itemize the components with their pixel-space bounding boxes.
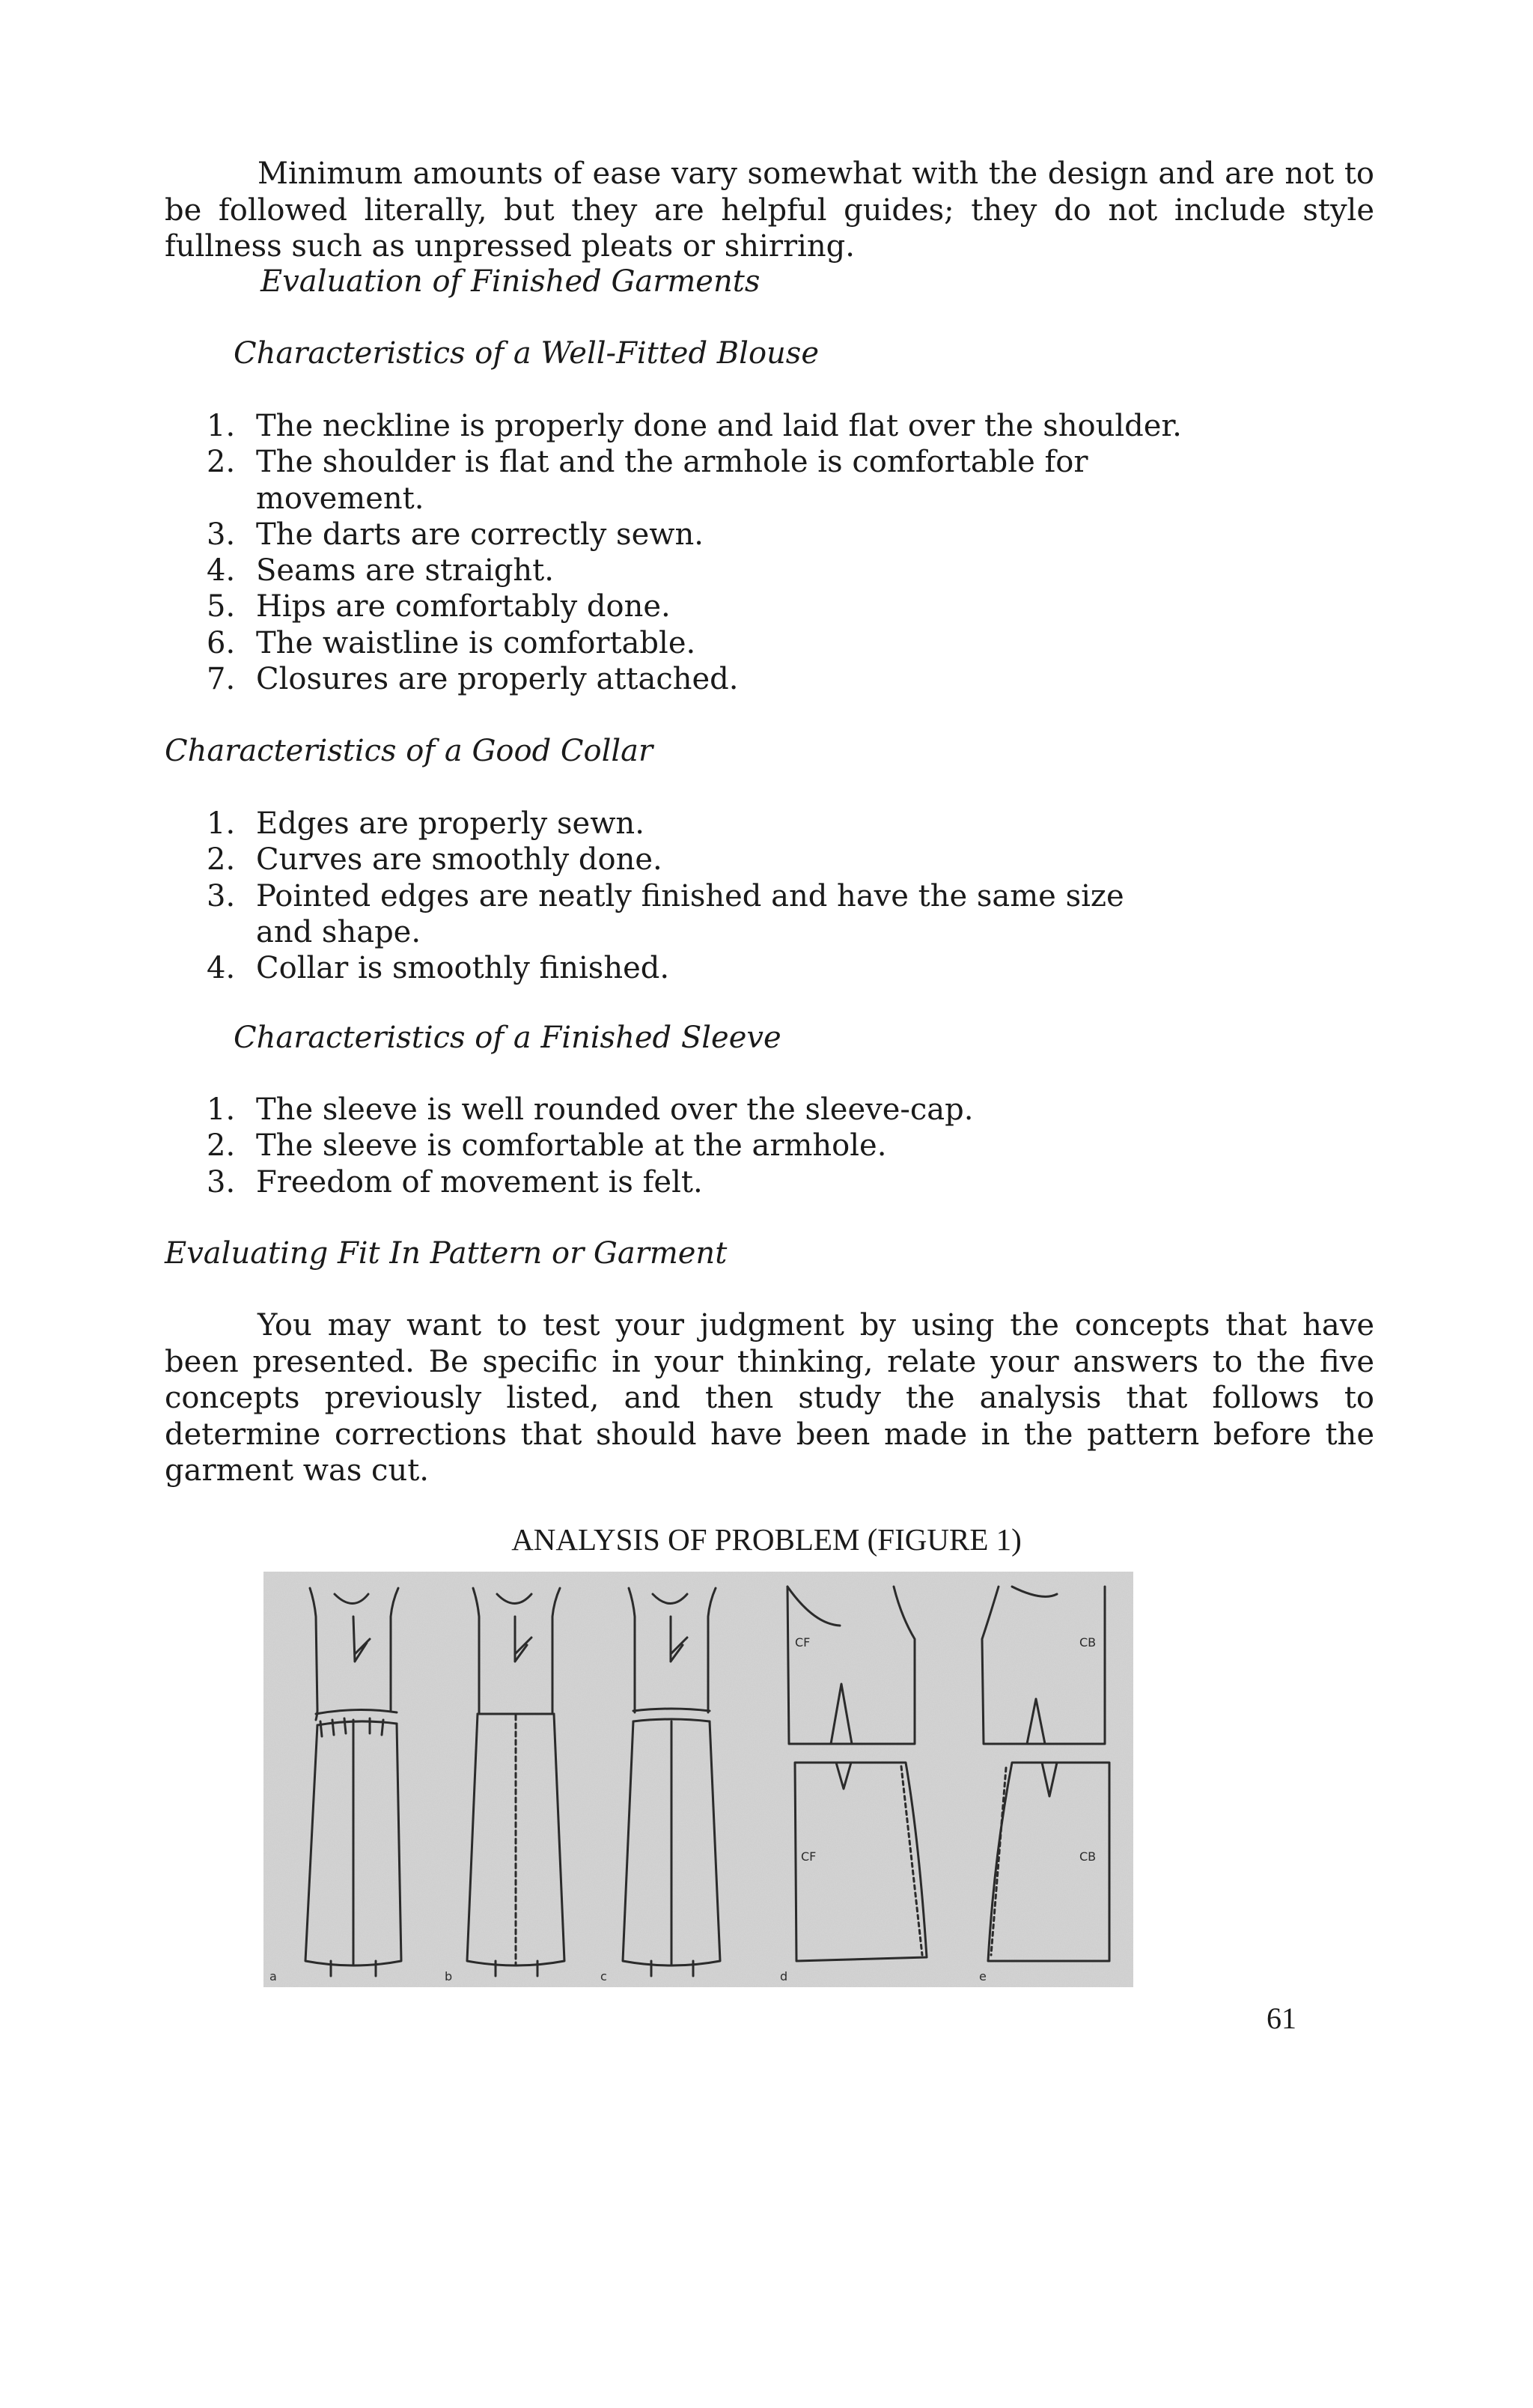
list-item: 6. The waistline is comfortable. (207, 625, 696, 660)
sleeve-heading: Characteristics of a Finished Sleeve (234, 1021, 781, 1055)
intro-paragraph: Minimum amounts of ease vary somewhat with the design and are not to be followed literally, but they are helpful guides; they do not include style fullness such as unpressed pleats or shirring. (165, 156, 1374, 264)
list-item: 2. The shoulder is flat and the armhole is comfortable for movement. (207, 445, 1088, 516)
list-item: 1. The sleeve is well rounded over the sleeve-cap. (207, 1092, 974, 1127)
collar-heading: Characteristics of a Good Collar (165, 734, 653, 768)
figure-label-cb-bottom: CB (1079, 1849, 1097, 1864)
section-title: Evaluation of Finished Garments (260, 264, 761, 299)
list-item: 3. The darts are correctly sewn. (207, 517, 704, 552)
list-item: 4. Collar is smoothly finished. (207, 951, 670, 986)
list-item: 1. The neckline is properly done and laid flat over the shoulder. (207, 409, 1182, 443)
figure-label-c: c (600, 1969, 607, 1983)
evaluating-heading: Evaluating Fit In Pattern or Garment (165, 1236, 728, 1271)
blouse-list (0, 408, 1229, 697)
list-item: 3. Freedom of movement is felt. (207, 1164, 703, 1200)
figure-label-b: b (445, 1969, 453, 1983)
page-number: 61 (1267, 2001, 1296, 2035)
list-item: 3. Pointed edges are neatly finished and have the same size and shape. (207, 878, 1124, 949)
figure-garment-illustration (263, 1572, 1133, 1987)
blouse-heading: Characteristics of a Well-Fitted Blouse (234, 336, 819, 371)
figure-label-d: d (780, 1969, 788, 1983)
figure-label-e: e (979, 1969, 987, 1983)
figure-label-cf-bottom: CF (801, 1849, 817, 1864)
evaluating-paragraph: You may want to test your judgment by using the concepts that have been presented. Be specific in your thinking, relate your answers to the five concepts previously listed, and then study the analysis that follows to determine corrections that should have been made in the pattern before the garment was cut. (165, 1308, 1374, 1488)
list-item: 4. Seams are straight. (207, 553, 554, 589)
figure-caption: ANALYSIS OF PROBLEM (FIGURE 1) (511, 1522, 1022, 1557)
list-item: 2. Curves are smoothly done. (207, 842, 662, 878)
list-item: 5. Hips are comfortably done. (207, 589, 671, 624)
collar-list (0, 806, 1198, 986)
list-item: 1. Edges are properly sewn. (207, 806, 644, 841)
figure-label-a: a (269, 1969, 277, 1983)
figure-label-cb-top: CB (1079, 1635, 1097, 1650)
list-item: 7. Closures are properly attached. (207, 662, 739, 697)
sleeve-list (0, 1092, 1229, 1200)
figure-label-cf-top: CF (795, 1635, 811, 1650)
list-item: 2. The sleeve is comfortable at the armhole. (207, 1128, 887, 1164)
